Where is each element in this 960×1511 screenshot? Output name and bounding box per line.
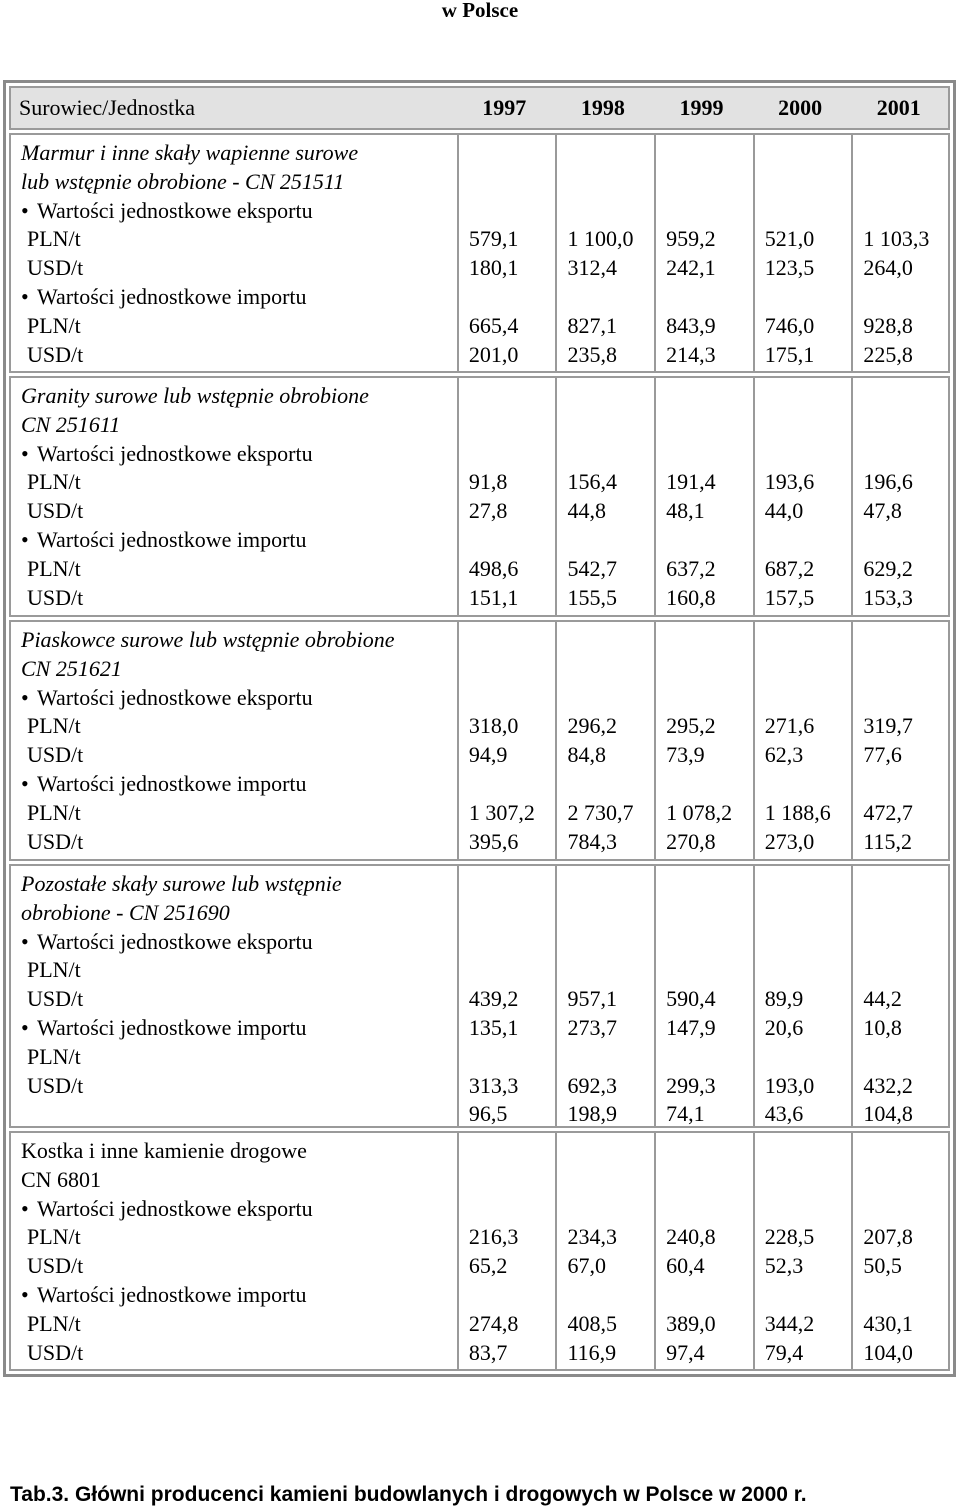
value: 156,4 — [567, 469, 617, 495]
value: 395,6 — [468, 828, 519, 854]
unit-label: PLN/t — [27, 713, 81, 739]
value: 1 188,6 — [764, 799, 831, 825]
year-value-cell — [654, 622, 751, 859]
export-label: • Wartości jednostkowe eksportu — [21, 440, 451, 469]
value: 147,9 — [666, 1015, 716, 1040]
unit-label: PLN/t — [27, 312, 81, 338]
unit-label: USD/t — [27, 986, 84, 1012]
year-value-cell — [654, 135, 751, 371]
value: 94,9 — [468, 742, 508, 768]
section-label-cell — [11, 622, 455, 859]
year-value-cell — [753, 135, 850, 371]
header-label: Surowiec/Jednostka — [19, 95, 195, 120]
year-value-cell — [851, 622, 948, 859]
unit-label: PLN/t — [27, 1310, 81, 1336]
import-label: • Wartości jednostkowe importu — [21, 526, 451, 555]
value: 60,4 — [666, 1253, 705, 1279]
year-value-cell — [654, 866, 751, 1126]
unit-label: PLN/t — [27, 555, 81, 581]
table-header — [9, 86, 950, 130]
value: 115,2 — [863, 828, 913, 854]
value: 225,8 — [863, 341, 913, 367]
section-title: CN 251611 — [21, 411, 121, 437]
value: 264,0 — [863, 255, 913, 281]
unit-label: PLN/t — [27, 957, 81, 983]
value: 180,1 — [468, 255, 519, 281]
value: 521,0 — [764, 226, 815, 252]
value: 296,2 — [567, 713, 617, 739]
year-value-cell — [654, 378, 751, 615]
value: 104,0 — [863, 1339, 913, 1365]
value: 83,7 — [468, 1339, 508, 1365]
export-label: • Wartości jednostkowe eksportu — [21, 928, 451, 957]
year-value-cell — [457, 622, 554, 859]
table-section — [9, 1131, 950, 1371]
value: 319,7 — [863, 713, 913, 739]
value: 271,6 — [764, 713, 815, 739]
value: 201,0 — [468, 341, 519, 367]
table-body — [6, 133, 953, 1371]
section-title: Kostka i inne kamienie drogowe — [21, 1138, 307, 1163]
value: 240,8 — [666, 1224, 716, 1250]
value: 344,2 — [764, 1310, 815, 1336]
value: 629,2 — [863, 555, 913, 581]
value: 43,6 — [764, 1101, 804, 1127]
value: 151,1 — [468, 584, 519, 610]
value: 216,3 — [468, 1224, 519, 1250]
value: 104,8 — [863, 1101, 913, 1127]
value: 62,3 — [764, 742, 804, 768]
value: 313,3 — [468, 1072, 519, 1098]
value: 65,2 — [468, 1253, 508, 1279]
unit-values-table — [3, 80, 956, 1377]
value: 959,2 — [666, 226, 716, 252]
year-value-cell — [753, 622, 850, 859]
value: 579,1 — [468, 226, 519, 252]
year-value-cell — [851, 135, 948, 371]
year-value-cell — [654, 1133, 751, 1369]
unit-label: USD/t — [27, 255, 84, 281]
value: 44,2 — [863, 986, 902, 1012]
value: 274,8 — [468, 1310, 519, 1336]
value: 542,7 — [567, 555, 617, 581]
table-caption: Tab.3. Główni producenci kamieni budowlanych i drogowych w Polsce w 2000 r. — [10, 1483, 807, 1506]
value: 234,3 — [567, 1224, 617, 1250]
section-title: Granity surowe lub wstępnie obrobione — [21, 383, 369, 408]
year-value-cell — [555, 378, 652, 615]
value: 77,6 — [863, 742, 902, 768]
value: 273,0 — [764, 828, 815, 854]
value: 155,5 — [567, 584, 617, 610]
value: 295,2 — [666, 713, 716, 739]
value: 1 078,2 — [666, 799, 733, 825]
value: 193,6 — [764, 469, 815, 495]
value: 79,4 — [764, 1339, 804, 1365]
value: 389,0 — [666, 1310, 716, 1336]
value: 116,9 — [567, 1339, 617, 1365]
value: 318,0 — [468, 713, 519, 739]
unit-label: USD/t — [27, 742, 84, 768]
unit-label: USD/t — [27, 498, 84, 524]
section-title: Piaskowce surowe lub wstępnie obrobione — [21, 627, 395, 652]
year-header: 1997 — [482, 95, 527, 120]
import-label: • Wartości jednostkowe importu — [21, 283, 451, 312]
unit-label: USD/t — [27, 341, 84, 367]
value: 96,5 — [468, 1101, 508, 1127]
year-value-cell — [555, 1133, 652, 1369]
value: 312,4 — [567, 255, 617, 281]
unit-label: USD/t — [27, 1072, 84, 1098]
value: 2 730,7 — [567, 799, 634, 825]
section-title: lub wstępnie obrobione - CN 251511 — [21, 168, 345, 194]
value: 135,1 — [468, 1015, 519, 1040]
section-label-cell — [11, 378, 455, 615]
value: 48,1 — [666, 498, 705, 524]
unit-label: PLN/t — [27, 799, 81, 825]
year-value-cell — [851, 866, 948, 1126]
section-label-cell — [11, 866, 455, 1126]
section-title: CN 6801 — [21, 1166, 102, 1192]
value: 160,8 — [666, 584, 716, 610]
value: 590,4 — [666, 986, 716, 1012]
year-header: 2001 — [876, 95, 921, 120]
export-label: • Wartości jednostkowe eksportu — [21, 684, 451, 713]
section-label-cell — [11, 1133, 455, 1369]
section-title: obrobione - CN 251690 — [21, 899, 230, 925]
value: 827,1 — [567, 312, 617, 338]
value: 44,0 — [764, 498, 804, 524]
year-header: 1998 — [580, 95, 625, 120]
value: 175,1 — [764, 341, 815, 367]
value: 746,0 — [764, 312, 815, 338]
unit-label: PLN/t — [27, 226, 81, 252]
value: 665,4 — [468, 312, 519, 338]
year-value-cell — [457, 135, 554, 371]
value: 214,3 — [666, 341, 716, 367]
value: 52,3 — [764, 1253, 804, 1279]
unit-label: USD/t — [27, 1339, 84, 1365]
value: 273,7 — [567, 1015, 617, 1040]
value: 270,8 — [666, 828, 716, 854]
value: 1 103,3 — [863, 226, 930, 252]
value: 97,4 — [666, 1339, 705, 1365]
value: 67,0 — [567, 1253, 606, 1279]
value: 843,9 — [666, 312, 716, 338]
year-value-cell — [753, 866, 850, 1126]
table-section — [9, 620, 950, 861]
value: 153,3 — [863, 584, 913, 610]
value: 84,8 — [567, 742, 606, 768]
year-value-cell — [851, 1133, 948, 1369]
value: 472,7 — [863, 799, 913, 825]
import-label: • Wartości jednostkowe importu — [21, 1281, 451, 1310]
year-value-cell — [457, 378, 554, 615]
section-title: Pozostałe skały surowe lub wstępnie — [21, 871, 342, 896]
year-value-cell — [753, 1133, 850, 1369]
section-label-cell — [11, 135, 455, 371]
unit-label: PLN/t — [27, 469, 81, 495]
year-value-cell — [555, 135, 652, 371]
value: 157,5 — [764, 584, 815, 610]
table-section — [9, 864, 950, 1128]
year-header: 2000 — [778, 95, 823, 120]
import-label: • Wartości jednostkowe importu — [21, 1014, 451, 1043]
value: 242,1 — [666, 255, 716, 281]
value: 235,8 — [567, 341, 617, 367]
value: 687,2 — [764, 555, 815, 581]
value: 50,5 — [863, 1253, 902, 1279]
year-header: 1999 — [679, 95, 724, 120]
year-value-cell — [457, 1133, 554, 1369]
value: 91,8 — [468, 469, 508, 495]
import-label: • Wartości jednostkowe importu — [21, 770, 451, 799]
value: 193,0 — [764, 1072, 815, 1098]
value: 27,8 — [468, 498, 508, 524]
year-value-cell — [555, 622, 652, 859]
value: 408,5 — [567, 1310, 617, 1336]
value: 20,6 — [764, 1015, 804, 1040]
value: 196,6 — [863, 469, 913, 495]
value: 207,8 — [863, 1224, 913, 1250]
year-value-cell — [851, 378, 948, 615]
value: 928,8 — [863, 312, 913, 338]
value: 430,1 — [863, 1310, 913, 1336]
unit-label: PLN/t — [27, 1224, 81, 1250]
value: 191,4 — [666, 469, 716, 495]
value: 73,9 — [666, 742, 705, 768]
page-title: w Polsce — [441, 0, 519, 22]
unit-label: PLN/t — [27, 1043, 81, 1069]
export-label: • Wartości jednostkowe eksportu — [21, 197, 451, 226]
value: 432,2 — [863, 1072, 913, 1098]
value: 637,2 — [666, 555, 716, 581]
value: 10,8 — [863, 1015, 902, 1040]
value: 228,5 — [764, 1224, 815, 1250]
value: 44,8 — [567, 498, 606, 524]
year-value-cell — [753, 378, 850, 615]
value: 123,5 — [764, 255, 815, 281]
value: 957,1 — [567, 986, 617, 1012]
value: 1 100,0 — [567, 226, 634, 252]
export-label: • Wartości jednostkowe eksportu — [21, 1195, 451, 1224]
section-title: CN 251621 — [21, 655, 122, 681]
unit-label: USD/t — [27, 584, 84, 610]
value: 74,1 — [666, 1101, 705, 1127]
value: 439,2 — [468, 986, 519, 1012]
section-title: Marmur i inne skały wapienne surowe — [21, 140, 359, 165]
value: 47,8 — [863, 498, 902, 524]
value: 89,9 — [764, 986, 804, 1012]
table-section — [9, 133, 950, 373]
unit-label: USD/t — [27, 828, 84, 854]
unit-label: USD/t — [27, 1253, 84, 1279]
value: 198,9 — [567, 1101, 617, 1127]
value: 692,3 — [567, 1072, 617, 1098]
value: 1 307,2 — [468, 799, 535, 825]
year-value-cell — [555, 866, 652, 1126]
year-value-cell — [457, 866, 554, 1126]
value: 498,6 — [468, 555, 519, 581]
table-section — [9, 376, 950, 617]
value: 784,3 — [567, 828, 617, 854]
value: 299,3 — [666, 1072, 716, 1098]
